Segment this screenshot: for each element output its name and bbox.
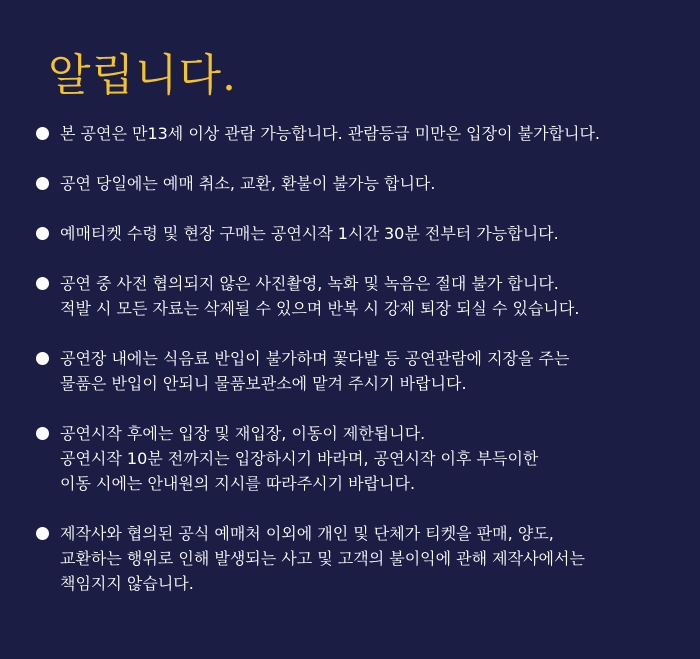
notice-line: 물품은 반입이 안되니 물품보관소에 맡겨 주시기 바랍니다. — [60, 374, 467, 393]
notice-item — [32, 221, 682, 246]
notice-line: 공연시작 10분 전까지는 입장하시기 바라며, 공연시작 이후 부득이한 — [60, 449, 539, 468]
bullet-icon — [36, 227, 49, 240]
notice-item — [32, 521, 682, 596]
page-title: 알립니다. — [48, 50, 238, 101]
notice-item — [32, 271, 682, 321]
notice-line: 공연 당일에는 예매 취소, 교환, 환불이 불가능 합니다. — [60, 174, 436, 193]
notice-item — [32, 121, 682, 146]
bullet-icon — [36, 427, 49, 440]
notice-item — [32, 171, 682, 196]
notice-line: 본 공연은 만13세 이상 관람 가능합니다. 관람등급 미만은 입장이 불가합니다. — [60, 124, 600, 143]
bullet-icon — [36, 177, 49, 190]
notice-line: 교환하는 행위로 인해 발생되는 사고 및 고객의 불이익에 관해 제작사에서는 — [60, 549, 585, 568]
notice-line: 공연시작 후에는 입장 및 재입장, 이동이 제한됩니다. — [60, 424, 426, 443]
bullet-icon — [36, 277, 49, 290]
notice-item — [32, 346, 682, 396]
notice-line: 이동 시에는 안내원의 지시를 따라주시기 바랍니다. — [60, 474, 416, 493]
bullet-icon — [36, 527, 49, 540]
notice-line: 책임지지 않습니다. — [60, 574, 194, 593]
notice-list — [32, 121, 682, 621]
bullet-icon — [36, 127, 49, 140]
bullet-icon — [36, 352, 49, 365]
notice-line: 적발 시 모든 자료는 삭제될 수 있으며 반복 시 강제 퇴장 되실 수 있습니다. — [60, 299, 580, 318]
notice-line: 제작사와 협의된 공식 예매처 이외에 개인 및 단체가 티켓을 판매, 양도, — [60, 524, 554, 543]
notice-line: 예매티켓 수령 및 현장 구매는 공연시작 1시간 30분 전부터 가능합니다. — [60, 224, 559, 243]
notice-line: 공연 중 사전 협의되지 않은 사진촬영, 녹화 및 녹음은 절대 불가 합니다. — [60, 274, 559, 293]
notice-line: 공연장 내에는 식음료 반입이 불가하며 꽃다발 등 공연관람에 지장을 주는 — [60, 349, 570, 368]
notice-item — [32, 421, 682, 496]
